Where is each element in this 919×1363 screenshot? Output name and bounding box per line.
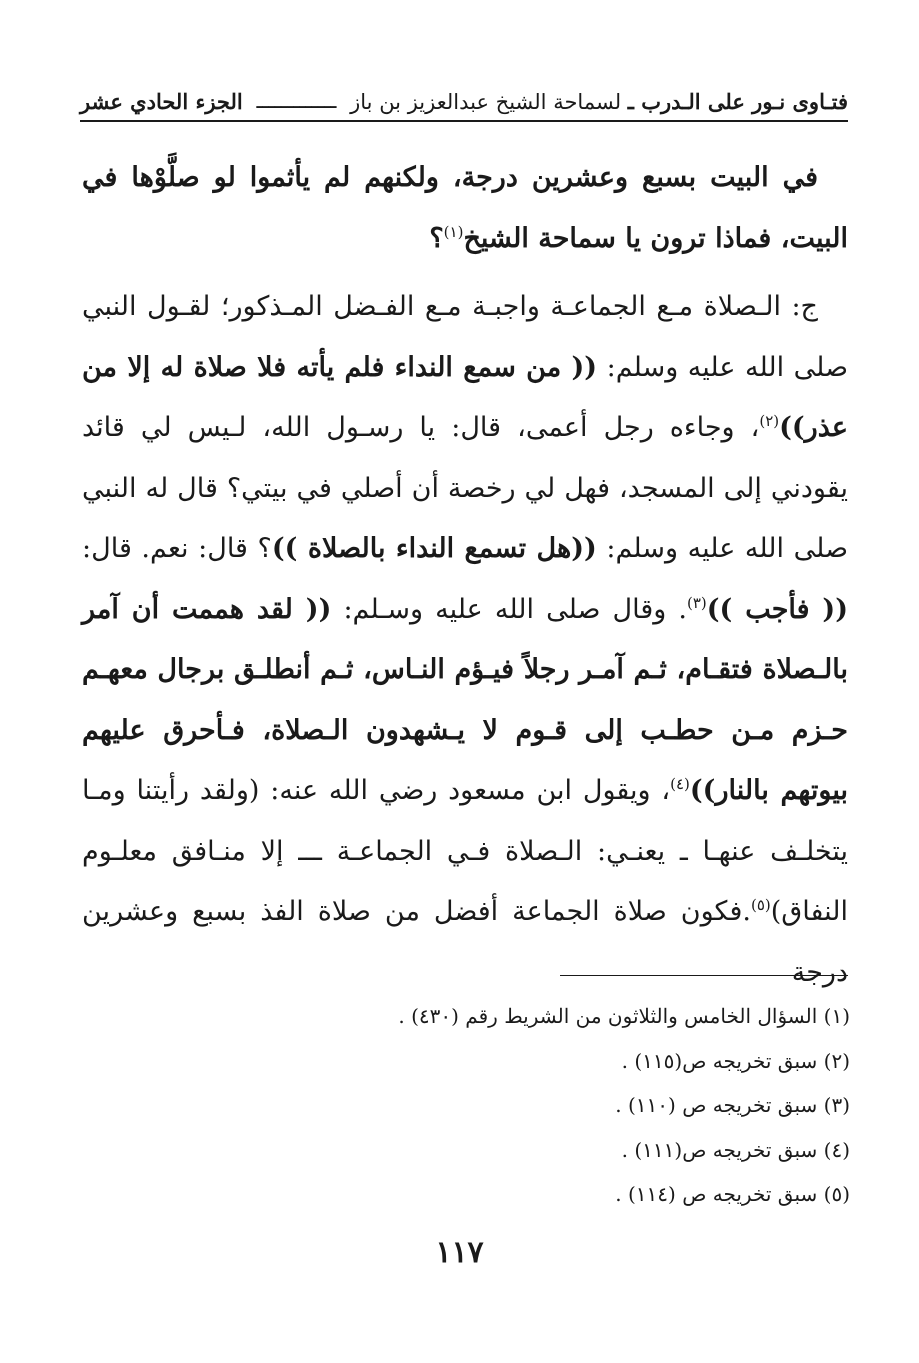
question-paragraph <box>82 148 848 269</box>
footnote-4: (٤) سبق تخريجه ص(١١١) . <box>621 1137 850 1162</box>
book-title: فتـاوى نـور على الـدرب ـ <box>627 88 848 114</box>
header-separator: ـــــــــــــ <box>256 89 337 113</box>
footnote-3: (٣) سبق تخريجه ص (١١٠) . <box>615 1093 850 1117</box>
answer-text-1: ج: الـصلاة مـع الجماعـة واجبـة مـع الفـضل المـذكور؛ لقـول النبي صلى الله عليه وسلم: <box>82 291 848 383</box>
footnote-ref-4[interactable]: (٤) <box>670 775 690 793</box>
hadith-quote-4: (( لقد هممت أن آمر بالـصلاة فتقـام، ثـم آمـر رجلاً فيـؤم النـاس، ثـم أنطلـق برجال معهـم حـزم مـن حطـب إلى قـوم لا يـشهدون الـصلاة، فـأحرق عليهم بيوتهم بالنار)) <box>82 593 848 806</box>
main-text <box>82 148 848 1003</box>
hadith-quote-2: ((هل تسمع النداء بالصلاة )) <box>271 533 597 564</box>
hadith-quote-1: (( من سمع النداء فلم يأته فلا صلاة له إلا من عذر)) <box>82 351 848 443</box>
footnote-rule <box>560 975 848 976</box>
answer-text-6: .فكون صلاة الجماعة أفضل من صلاة الفذ بسبع وعشرين درجة <box>82 896 848 988</box>
question-text: في البيت بسبع وعشرين درجة، ولكنهم لم يأثموا لو صلَّوْها في البيت، فماذا ترون يا سماحة الشيخ <box>82 162 848 254</box>
author-name: لسماحة الشيخ عبدالعزيز بن باز <box>350 89 622 114</box>
footnote-ref-1[interactable]: (١) <box>443 222 464 241</box>
question-mark: ؟ <box>429 222 444 254</box>
answer-text-2: ، وجاءه رجل أعمى، قال: يا رسـول الله، لـيس لي قائد يقودني إلى المسجد، فهل لي رخصة أن أصلي في بيتي؟ قال له النبي صلى الله عليه وسلم: <box>82 412 848 564</box>
header-rule <box>80 120 848 122</box>
footnote-ref-3[interactable]: (٣) <box>686 593 707 612</box>
answer-text-3: ؟ قال: نعم. قال: <box>82 533 272 564</box>
running-header-title <box>350 89 848 114</box>
footnote-2: (٢) سبق تخريجه ص(١١٥) . <box>621 1048 850 1073</box>
footnote-1: (١) السؤال الخامس والثلاثون من الشريط رقم (٤٣٠) . <box>398 1004 850 1028</box>
footnote-ref-5[interactable]: (٥) <box>750 896 771 914</box>
footnote-5: (٥) سبق تخريجه ص (١١٤) . <box>615 1182 850 1206</box>
footnote-ref-2[interactable]: (٢) <box>759 412 780 430</box>
answer-text-4: . وقال صلى الله عليه وسـلم: <box>331 593 687 625</box>
footnotes <box>300 994 850 1217</box>
answer-paragraph <box>82 277 848 1003</box>
hadith-quote-3: (( فأجب )) <box>706 593 848 625</box>
answer-text-5: ، ويقول ابن مسعود رضي الله عنه: (ولقد رأيتنا ومـا يتخلـف عنهـا ـ يعنـي: الـصلاة فـي الجماعـة ـــ إلا منـافق معلـوم النفاق) <box>82 775 848 927</box>
page-number: ١١٧ <box>435 1235 484 1270</box>
running-header <box>80 84 848 118</box>
volume-label: الجزء الحادي عشر <box>80 88 243 114</box>
